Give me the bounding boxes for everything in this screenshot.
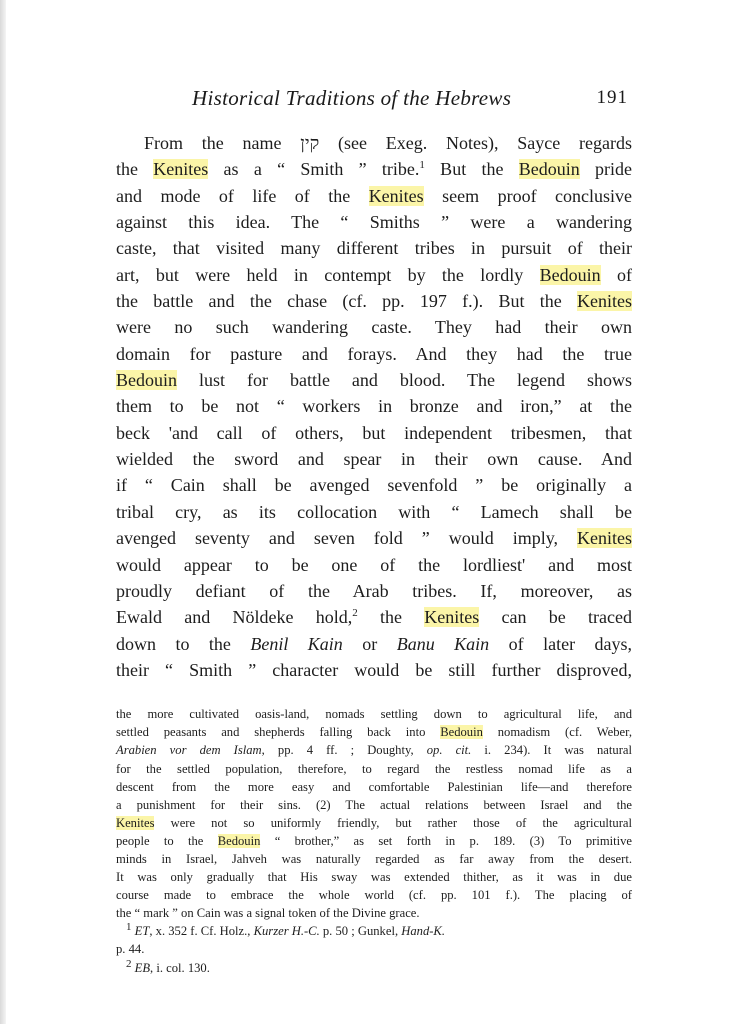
main-text (116, 130, 632, 683)
text-run: beck 'and call of others, but independent tribesmen, that (116, 422, 632, 443)
body-line (116, 156, 632, 182)
italic-text: Banu Kain (396, 633, 490, 654)
italic-text: Benil Kain (250, 633, 343, 654)
text-run: the more cultivated oasis-land, nomads settling down to agricultural life, and (116, 707, 632, 722)
notes-line (116, 940, 632, 958)
text-run: art, but were held in contempt by the lordly (116, 264, 540, 285)
text-run: or (342, 633, 397, 654)
text-run: It was only gradually that His sway was extended thither, as it was in due (116, 870, 632, 885)
highlighted-term: Kenites (368, 185, 424, 206)
text-run: , i. col. 130. (150, 960, 210, 975)
highlighted-term: Kenites (153, 159, 209, 180)
text-run: course made to embrace the whole world (cf. pp. 101 f.). The placing of (116, 888, 632, 903)
footnote-marker: 1 (419, 159, 425, 172)
highlighted-term: Bedouin (539, 264, 601, 285)
body-line (116, 604, 632, 630)
italic-text: op. cit. (426, 743, 472, 758)
page-number: 191 (596, 87, 628, 108)
text-run: as a “ Smith ” tribe. (208, 159, 420, 180)
running-title: Historical Traditions of the Hebrews (192, 86, 512, 110)
body-line (116, 288, 632, 314)
notes-line (116, 868, 632, 886)
text-run: settled peasants and shepherds falling back into (116, 725, 441, 740)
notes-line (116, 814, 632, 832)
text-run: a punishment for their sins. (2) The actual relations between Israel and the (116, 797, 632, 812)
body-line (116, 183, 632, 209)
footnote-marker: 1 (126, 921, 132, 934)
text-run: (see Exeg. Notes), Sayce regards (319, 133, 632, 153)
text-run: caste, that visited many different tribes in pursuit of their (116, 238, 632, 259)
notes-line (116, 959, 632, 977)
text-run: down to the (116, 633, 251, 654)
notes-line (116, 904, 632, 922)
text-run: the “ mark ” on Cain was a signal token of the Divine grace. (116, 906, 420, 921)
text-run: proudly defiant of the Arab tribes. If, moreover, as (116, 580, 632, 601)
text-run: קין (300, 133, 320, 153)
text-run: nomadism (cf. Weber, (482, 725, 632, 740)
text-run: were no such wandering caste. They had their own (116, 317, 632, 338)
highlighted-term: Kenites (577, 291, 632, 312)
text-run: domain for pasture and forays. And they had the true (116, 343, 632, 364)
text-run: lust for battle and blood. The legend shows (177, 370, 632, 391)
text-run: i. 234). It was natural (471, 743, 632, 758)
text-run: tribal cry, as its collocation with “ Lamech shall be (116, 501, 632, 522)
body-line (116, 314, 632, 340)
notes-line (116, 850, 632, 868)
text-run: seem proof conclusive (423, 185, 632, 206)
text-run: the battle and the chase (cf. pp. 197 f.). But the (116, 291, 578, 312)
body-line (116, 472, 632, 498)
text-run: p. 50 ; Gunkel, (319, 924, 402, 939)
text-run: if “ Cain shall be avenged sevenfold ” be originally a (116, 475, 632, 496)
body-line (116, 499, 632, 525)
notes-line (116, 723, 632, 741)
text-run: people to the (116, 833, 218, 848)
text-run: wielded the sword and spear in their own cause. And (116, 449, 632, 470)
text-run: From the name (144, 133, 301, 153)
highlighted-term: Bedouin (518, 159, 580, 180)
text-run: would appear to be one of the lordliest' and most (116, 554, 632, 575)
text-run: descent from the more easy and comfortable Palestinian life—and therefore (116, 779, 632, 794)
text-run: of (600, 264, 632, 285)
body-line (116, 262, 632, 288)
italic-text: ET (134, 924, 150, 939)
text-run: p. 44. (116, 942, 145, 957)
text-run: were not so uniformly friendly, but rather those of the agricultural (154, 815, 632, 830)
notes-line (116, 741, 632, 759)
footnote-marker: 2 (126, 957, 132, 970)
italic-text: Arabien vor dem Islam (116, 743, 262, 758)
notes-line (116, 705, 632, 723)
notes-line (116, 886, 632, 904)
body-line (116, 552, 632, 578)
notes-line (116, 760, 632, 778)
notes-line (116, 832, 632, 850)
highlighted-term: Bedouin (116, 370, 177, 391)
text-run: minds in Israel, Jahveh was naturally regarded as far away from the desert. (116, 851, 632, 866)
footnotes (116, 705, 632, 976)
italic-text: Hand-K. (401, 924, 445, 939)
text-run: for the settled population, therefore, to regard the restless nomad life as a (116, 761, 632, 776)
page-edge-shadow (0, 0, 6, 1024)
body-line (116, 578, 632, 604)
italic-text: Kurzer H.-C. (253, 924, 320, 939)
text-run: Ewald and Nöldeke hold, (116, 607, 353, 628)
highlighted-term: Bedouin (217, 833, 261, 848)
notes-line (116, 922, 632, 940)
text-run: against this idea. The “ Smiths ” were a wandering (116, 212, 632, 233)
text-run: them to be not “ workers in bronze and iron,” at the (116, 396, 632, 417)
running-head (116, 84, 632, 118)
body-line (116, 130, 632, 156)
highlighted-term: Kenites (424, 607, 480, 628)
body-line (116, 420, 632, 446)
body-line (116, 657, 632, 683)
text-run: pride (579, 159, 633, 180)
notes-line (116, 796, 632, 814)
highlighted-term: Kenites (116, 815, 155, 830)
text-run: , pp. 4 ff. ; Doughty, (261, 743, 427, 758)
body-line (116, 446, 632, 472)
text-run: avenged seventy and seven fold ” would imply, (116, 528, 578, 549)
footnote-marker: 2 (352, 607, 358, 620)
text-run: can be traced (479, 607, 632, 628)
italic-text: EB (134, 960, 151, 975)
text-run: , x. 352 f. Cf. Holz., (149, 924, 254, 939)
book-page (116, 84, 632, 977)
text-run: But the (424, 159, 519, 180)
body-line (116, 341, 632, 367)
text-run: their “ Smith ” character would be still further disproved, (116, 659, 632, 680)
text-run: the (357, 607, 425, 628)
text-run: and mode of life of the (116, 185, 369, 206)
text-run: the (116, 159, 154, 180)
notes-line (116, 778, 632, 796)
body-line (116, 631, 632, 657)
highlighted-term: Bedouin (440, 725, 483, 740)
body-line (116, 525, 632, 551)
highlighted-term: Kenites (577, 528, 632, 549)
text-run: of later days, (489, 633, 633, 654)
text-run: “ brother,” as set forth in p. 189. (3) To primitive (260, 833, 632, 848)
body-line (116, 367, 632, 393)
body-line (116, 209, 632, 235)
body-line (116, 393, 632, 419)
body-line (116, 235, 632, 261)
